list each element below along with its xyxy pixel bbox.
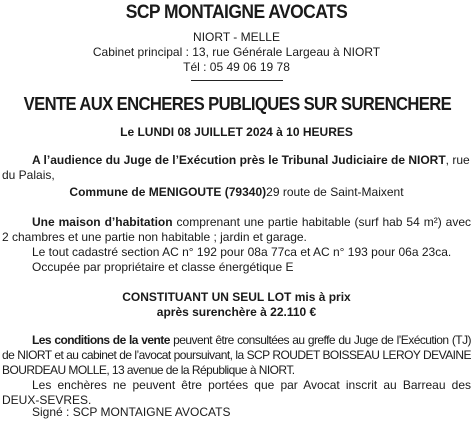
firm-name: SCP MONTAIGNE AVOCATS bbox=[125, 2, 348, 23]
bidding-paragraph bbox=[2, 378, 471, 408]
lot-line-1: CONSTITUANT UN SEUL LOT mis à prix bbox=[122, 290, 351, 304]
header-divider bbox=[191, 80, 283, 81]
property-occupation: Occupée par propriétaire et classe énergétique E bbox=[32, 260, 294, 274]
signature-paragraph bbox=[2, 405, 471, 420]
firm-address: Cabinet principal : 13, rue Générale Largeau à NIORT bbox=[92, 45, 381, 59]
commune-address: 29 route de Saint-Maixent bbox=[266, 185, 404, 199]
commune-line bbox=[2, 185, 471, 200]
notice-title: VENTE AUX ENCHERES PUBLIQUES SUR SURENCHERE bbox=[23, 93, 452, 114]
conditions-paragraph bbox=[2, 333, 471, 378]
audience-court: A l’audience du Juge de l’Exécution près le Tribunal Judiciaire de NIORT bbox=[32, 153, 446, 167]
property-description: comprenant une partie habitable (surf hab 54 m²) avec 2 chambres et une partie non habitable ; jardin et garage. bbox=[2, 215, 472, 244]
property-paragraph bbox=[2, 215, 471, 275]
lot-starting-price: après surenchère à 22.110 € bbox=[156, 305, 317, 319]
property-cadastre: Le tout cadastré section AC n° 192 pour 08a 77ca et AC n° 193 pour 06a 23ca. bbox=[32, 245, 452, 259]
sale-date: Le LUNDI 08 JUILLET 2024 à 10 HEURES bbox=[120, 125, 353, 139]
audience-address: , rue du Palais, bbox=[2, 153, 470, 182]
signature: Signé : SCP MONTAIGNE AVOCATS bbox=[32, 405, 231, 419]
audience-paragraph bbox=[2, 153, 471, 183]
conditions-text: peuvent être consultées au greffe du Juge de l’Exécution (TJ) de NIORT et au cabinet de l’avocat poursuivant, la SCP ROUDET BOISSEAU LEROY DEVAINE BOURDEAU MOLLE, 13 avenue de la République à NIORT. bbox=[2, 333, 471, 377]
firm-city: NIORT - MELLE bbox=[193, 30, 280, 44]
firm-phone: Tél : 05 49 06 19 78 bbox=[183, 60, 290, 74]
bidding-text: Les enchères ne peuvent être portées que par Avocat inscrit au Barreau des DEUX-SEVRES. bbox=[2, 378, 471, 407]
conditions-label: Les conditions de la vente bbox=[32, 333, 170, 347]
commune-name: Commune de MENIGOUTE (79340) bbox=[69, 185, 267, 199]
property-type: Une maison d’habitation bbox=[32, 215, 173, 229]
